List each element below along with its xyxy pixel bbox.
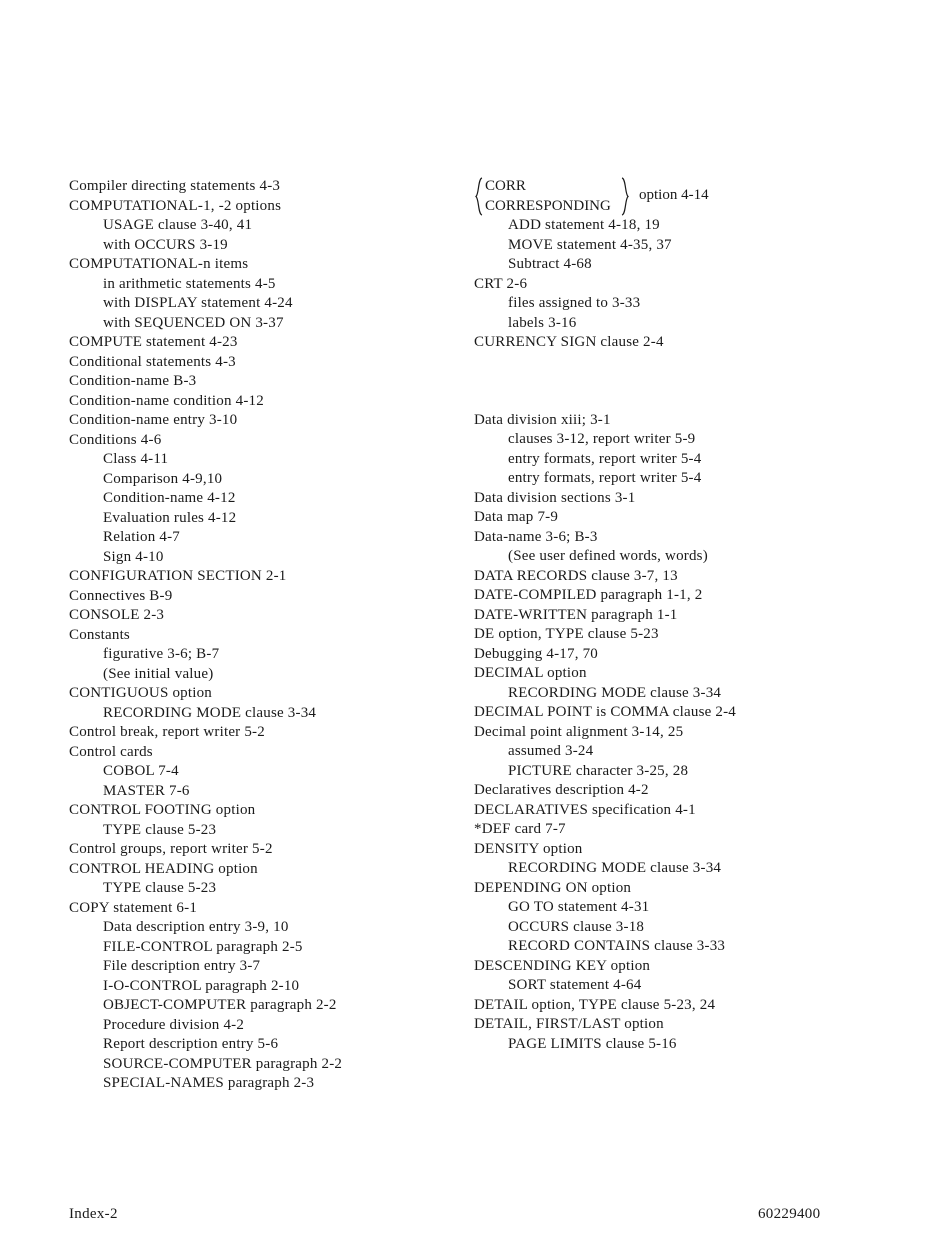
index-entry: COPY statement 6-1 — [69, 899, 198, 916]
index-entry: CONFIGURATION SECTION 2-1 — [69, 568, 287, 584]
index-subentry: RECORDING MODE clause 3-34 — [508, 684, 722, 701]
index-entry: COMPUTATIONAL-n items — [69, 256, 249, 272]
index-entry: DESCENDING KEY option — [474, 957, 651, 974]
index-entry: CONSOLE 2-3 — [69, 607, 165, 623]
index-subentry: USAGE clause 3-40, 41 — [103, 217, 253, 233]
section-gap — [474, 353, 894, 411]
index-subentry: RECORD CONTAINS clause 3-33 — [508, 938, 726, 954]
index-subentry: GO TO statement 4-31 — [508, 899, 650, 915]
index-subentry: RECORDING MODE clause 3-34 — [103, 704, 317, 721]
index-subentry: PICTURE character 3-25, 28 — [508, 762, 689, 779]
index-entry: Declaratives description 4-2 — [474, 782, 649, 798]
brace-line-corr: CORR — [485, 178, 526, 194]
index-entry: Condition-name B-3 — [69, 373, 197, 389]
index-subentry: FILE-CONTROL paragraph 2-5 — [103, 938, 303, 955]
index-entry: CONTIGUOUS option — [69, 685, 212, 701]
index-entry: Conditions 4-6 — [69, 431, 162, 448]
index-subentry: Condition-name 4-12 — [103, 490, 236, 506]
index-subentry: COBOL 7-4 — [103, 763, 179, 779]
index-right-column — [474, 177, 894, 1054]
index-entry: Data division sections 3-1 — [474, 489, 636, 506]
index-subentry: files assigned to 3-33 — [508, 295, 641, 311]
index-subentry: labels 3-16 — [508, 314, 577, 331]
index-entry: DATE-WRITTEN paragraph 1-1 — [474, 606, 678, 623]
brace-option-ref: option 4-14 — [639, 187, 709, 203]
index-subentry: PAGE LIMITS clause 5-16 — [508, 1035, 677, 1052]
index-entry: CONTROL HEADING option — [69, 860, 258, 877]
page-label: Index-2 — [69, 1206, 118, 1222]
index-subentry: Subtract 4-68 — [508, 256, 592, 272]
index-subentry: File description entry 3-7 — [103, 958, 261, 974]
index-right-top-group — [474, 216, 894, 353]
index-entry: Connectives B-9 — [69, 587, 173, 604]
index-subentry: Data description entry 3-9, 10 — [103, 919, 289, 935]
index-entry: CONTROL FOOTING option — [69, 802, 256, 818]
index-subentry: SPECIAL-NAMES paragraph 2-3 — [103, 1075, 315, 1091]
index-subentry: Sign 4-10 — [103, 548, 164, 565]
index-subentry: Evaluation rules 4-12 — [103, 509, 237, 526]
right-brace-icon — [620, 177, 630, 216]
index-subentry: (See initial value) — [103, 665, 214, 682]
index-subentry: TYPE clause 5-23 — [103, 880, 217, 896]
index-entry: DECIMAL option — [474, 665, 587, 681]
index-subentry: SOURCE-COMPUTER paragraph 2-2 — [103, 1055, 343, 1072]
index-subentry: I-O-CONTROL paragraph 2-10 — [103, 977, 300, 994]
index-subentry: entry formats, report writer 5-4 — [508, 450, 702, 467]
index-subentry: in arithmetic statements 4-5 — [103, 275, 276, 292]
index-entry: Compiler directing statements 4-3 — [69, 178, 281, 194]
index-subentry: MASTER 7-6 — [103, 782, 190, 799]
left-brace-icon — [474, 177, 484, 216]
index-entry: Condition-name condition 4-12 — [69, 392, 264, 409]
index-entry: DENSITY option — [474, 840, 583, 857]
index-entry: CURRENCY SIGN clause 2-4 — [474, 334, 664, 350]
index-entry: Data map 7-9 — [474, 509, 559, 525]
index-subentry: (See user defined words, words) — [508, 548, 708, 564]
index-left-column — [69, 177, 449, 1094]
index-entry: DETAIL option, TYPE clause 5-23, 24 — [474, 996, 716, 1013]
index-entry: Decimal point alignment 3-14, 25 — [474, 723, 684, 740]
index-subentry: SORT statement 4-64 — [508, 977, 642, 993]
index-subentry: assumed 3-24 — [508, 743, 594, 759]
index-entry: *DEF card 7-7 — [474, 821, 566, 837]
index-entry: DEPENDING ON option — [474, 879, 632, 896]
index-subentry: Procedure division 4-2 — [103, 1016, 245, 1033]
index-subentry: Comparison 4-9,10 — [103, 470, 223, 487]
index-entry: DATA RECORDS clause 3-7, 13 — [474, 567, 678, 584]
index-entry: Condition-name entry 3-10 — [69, 412, 238, 428]
index-entry: COMPUTE statement 4-23 — [69, 334, 238, 350]
index-entry: DE option, TYPE clause 5-23 — [474, 626, 659, 642]
index-entry: DATE-COMPILED paragraph 1-1, 2 — [474, 587, 703, 603]
index-subentry: MOVE statement 4-35, 37 — [508, 236, 672, 253]
index-entry: Constants — [69, 626, 130, 643]
index-subentry: Relation 4-7 — [103, 529, 180, 545]
index-subentry: with SEQUENCED ON 3-37 — [103, 314, 284, 331]
index-subentry: TYPE clause 5-23 — [103, 821, 217, 838]
index-entry: DECIMAL POINT is COMMA clause 2-4 — [474, 704, 737, 720]
index-subentry: OBJECT-COMPUTER paragraph 2-2 — [103, 997, 337, 1013]
index-entry: DETAIL, FIRST/LAST option — [474, 1016, 664, 1032]
index-subentry: with OCCURS 3-19 — [103, 236, 228, 253]
index-subentry: figurative 3-6; B-7 — [103, 646, 220, 662]
index-entry: Debugging 4-17, 70 — [474, 645, 599, 662]
index-entry: COMPUTATIONAL-1, -2 options — [69, 197, 282, 214]
index-entry: Conditional statements 4-3 — [69, 353, 236, 370]
index-subentry: entry formats, report writer 5-4 — [508, 470, 702, 486]
corr-brace-entry — [474, 177, 894, 216]
index-entry: Control groups, report writer 5-2 — [69, 841, 273, 857]
index-subentry: Report description entry 5-6 — [103, 1036, 279, 1052]
index-subentry: clauses 3-12, report writer 5-9 — [508, 431, 696, 447]
index-entry: Control break, report writer 5-2 — [69, 724, 265, 740]
index-right-bottom-group — [474, 411, 894, 1055]
index-subentry: ADD statement 4-18, 19 — [508, 217, 660, 233]
index-entry: DECLARATIVES specification 4-1 — [474, 801, 696, 818]
document-number: 60229400 — [758, 1206, 821, 1222]
index-entry: Data-name 3-6; B-3 — [474, 528, 598, 545]
index-entry: Control cards — [69, 743, 153, 760]
index-entry: Data division xiii; 3-1 — [474, 411, 611, 428]
index-entry: CRT 2-6 — [474, 275, 528, 292]
index-subentry: with DISPLAY statement 4-24 — [103, 295, 293, 311]
index-subentry: RECORDING MODE clause 3-34 — [508, 860, 722, 876]
index-subentry: OCCURS clause 3-18 — [508, 918, 645, 935]
index-subentry: Class 4-11 — [103, 451, 169, 467]
brace-line-corresponding: CORRESPONDING — [485, 197, 611, 214]
